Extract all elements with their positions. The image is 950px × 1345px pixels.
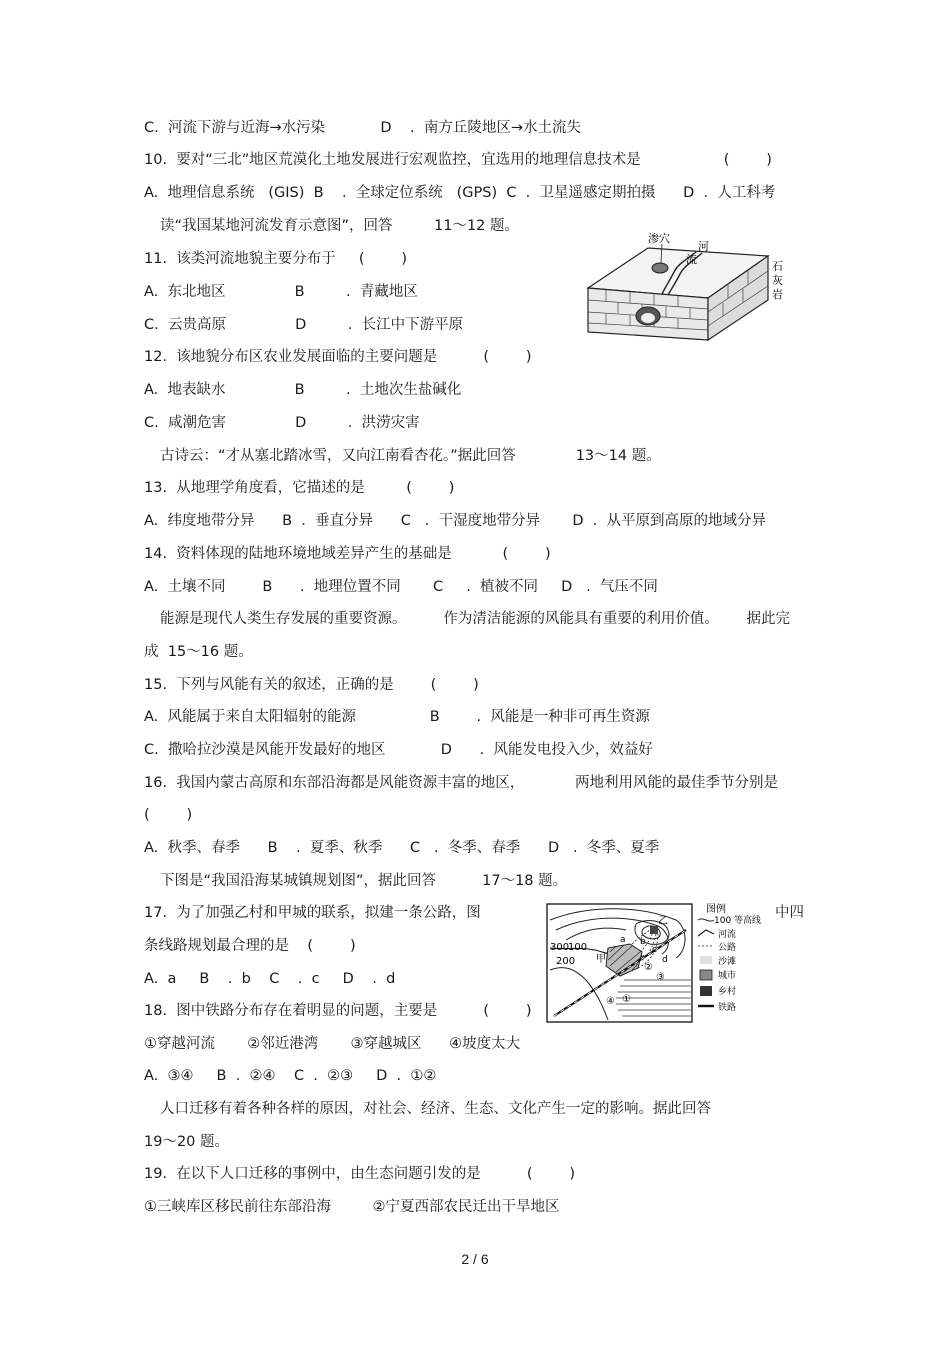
question-14: 14. 资料体现的陆地环境地域差异产生的基础是 ( ) [144,546,551,562]
question-17-b: 条线路规划最合理的是 ( ) [144,938,356,954]
question-14-options: A. 土壤不同 B . 地理位置不同 C . 植被不同 D . 气压不同 [144,579,658,595]
passage-15-16-b: 成 15～16 题。 [144,644,253,660]
question-17-a-tail: 中四 [775,905,804,921]
marker-1: ① [622,994,631,1005]
legend-title: 图例 [706,904,726,915]
question-13-options: A. 纬度地带分异 B . 垂直分异 C . 干湿度地带分异 D . 从平原到高原的地域分异 [144,513,767,529]
label-river-2: 流 [686,253,697,266]
label-limestone-1: 石 [772,260,783,273]
question-11-options-ab: A. 东北地区 B . 青藏地区 [144,284,418,300]
label-city-jia: 甲 [596,954,606,965]
question-19: 19. 在以下人口迁移的事例中，由生态问题引发的是 ( ) [144,1166,576,1182]
route-c-label: c [652,945,657,955]
question-15-options-ab: A. 风能属于来自太阳辐射的能源 B . 风能是一种非可再生资源 [144,709,650,725]
route-a-label: a [620,935,626,945]
legend-road: 公路 [718,943,737,953]
passage-13-14: 古诗云：“才从塞北踏冰雪，又向江南看杏花。”据此回答 13～14 题。 [160,448,661,464]
question-15-options-cd: C. 撒哈拉沙漠是风能开发最好的地区 D . 风能发电投入少，效益好 [144,742,653,758]
option-line-c-d-q9: C. 河流下游与近海→水污染 D . 南方丘陵地区→水土流失 [144,120,581,136]
marker-4: ④ [606,996,615,1007]
question-12-options-ab: A. 地表缺水 B . 土地次生盐碱化 [144,382,462,398]
question-17-a: 17. 为了加强乙村和甲城的联系，拟建一条公路，图 [144,905,481,921]
village-icon [700,986,712,996]
contour-icon [698,919,714,921]
passage-17-18: 下图是“我国沿海某城镇规划图”，据此回答 17～18 题。 [160,873,568,889]
question-16-brackets: ( ) [144,807,193,823]
passage-15-16-a: 能源是现代人类生存发展的重要资源。 作为清洁能源的风能具有重要的利用价值。 据此完 [160,611,791,627]
legend [698,914,761,1013]
legend-contour: 100 等高线 [714,916,762,926]
question-10: 10. 要对“三北”地区荒漠化土地发展进行宏观监控，宜选用的地理信息技术是 ( ) [144,152,772,168]
label-village-yi: 乙 [658,916,668,927]
passage-19-20-a: 人口迁移有着各种各样的原因，对社会、经济、生态、文化产生一定的影响。据此回答 [160,1101,711,1117]
marker-3: ③ [656,972,665,983]
marker-2: ② [644,962,653,973]
town-planning-map [546,900,776,1028]
label-limestone-3: 岩 [772,288,783,301]
question-11: 11. 该类河流地貌主要分布于 ( ) [144,251,408,267]
passage-11-12: 读“我国某地河流发育示意图”，回答 11～12 题。 [160,218,520,234]
question-18-options: A. ③④ B . ②④ C . ②③ D . ①② [144,1068,437,1084]
route-d-label: d [662,955,668,965]
question-11-options-cd: C. 云贵高原 D . 长江中下游平原 [144,317,464,333]
question-16: 16. 我国内蒙古高原和东部沿海都是风能资源丰富的地区， 两地利用风能的最佳季节分别是 [144,775,778,791]
contour-200: 200 [556,956,576,967]
question-15: 15. 下列与风能有关的叙述，正确的是 ( ) [144,677,479,693]
question-18-items: ①穿越河流 ②邻近港湾 ③穿越城区 ④坡度太大 [144,1036,521,1052]
question-10-options: A. 地理信息系统 (GIS) B . 全球定位系统 (GPS) C . 卫星遥感定期拍摄 D . 人工科考 [144,185,776,201]
label-river-1: 河 [698,240,709,253]
city-icon [700,970,712,980]
question-12-options-cd: C. 咸潮危害 D . 洪涝灾害 [144,415,420,431]
question-16-options: A. 秋季、春季 B . 夏季、秋季 C . 冬季、春季 D . 冬季、夏季 [144,840,660,856]
question-18: 18. 图中铁路分布存在着明显的问题，主要是 ( ) [144,1003,532,1019]
passage-19-20-b: 19～20 题。 [144,1134,230,1150]
river-icon [698,930,714,936]
karst-river-diagram [578,228,788,344]
question-17-options: A. a B . b C . c D . d [144,971,396,987]
question-19-items: ①三峡库区移民前往东部沿海 ②宁夏西部农民迁出干旱地区 [144,1199,560,1215]
legend-beach: 沙滩 [718,957,737,967]
route-b-label: b [640,937,646,947]
legend-river: 河流 [718,930,737,940]
question-13: 13. 从地理学角度看，它描述的是 ( ) [144,480,455,496]
label-sinkhole: 渗穴 [648,232,670,245]
contour-300: 300 [550,942,570,953]
legend-village: 乡村 [718,987,737,997]
beach-icon [700,956,712,964]
question-12: 12. 该地貌分布区农业发展面临的主要问题是 ( ) [144,349,532,365]
legend-city: 城市 [718,971,737,981]
page-number: 2 / 6 [461,1251,489,1267]
legend-railway: 铁路 [718,1003,737,1013]
label-limestone-2: 灰 [772,274,783,287]
contour-100: 100 [568,942,588,953]
